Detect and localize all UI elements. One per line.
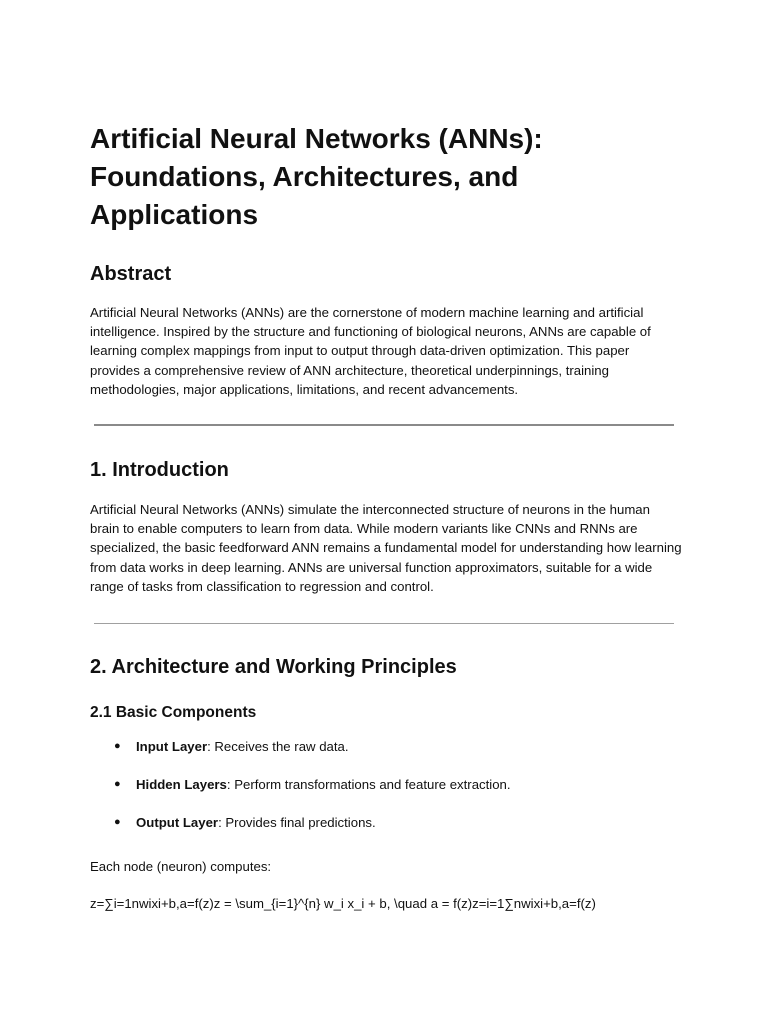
introduction-text: Artificial Neural Networks (ANNs) simulate the interconnected structure of neurons in the human brain to enable computers to learn from data. While modern variants like CNNs and RNNs are specialized, the basic feedforward ANN remains a fundamental model for understanding how learning from data works in deep learning. ANNs are universal function approximators, suitable for a wide range of tasks from classification to regression and control. [90,502,682,594]
component-description: : Provides final predictions. [218,815,376,831]
introduction-heading: 1. Introduction [90,459,229,482]
bullet-icon: ● [114,778,121,791]
components-list [90,737,678,832]
node-computation-text: Each node (neuron) computes: [90,859,272,875]
component-description: : Receives the raw data. [207,739,349,755]
basic-components-heading: 2.1 Basic Components [90,704,257,722]
list-item [90,737,678,756]
component-description: : Perform transformations and feature extraction. [226,777,511,793]
section-divider [94,424,674,426]
document-title: Artificial Neural Networks (ANNs): Foundations, Architectures, and Applications [90,123,543,230]
bullet-icon: ● [114,740,121,753]
architecture-heading: 2. Architecture and Working Principles [90,656,457,679]
abstract-text: Artificial Neural Networks (ANNs) are the cornerstone of modern machine learning and artificial intelligence. Inspired by the structure and functioning of biological neurons, ANNs are capable of learning complex mappings from input to output through data-driven optimization. This paper provides a comprehensive review of ANN architecture, theoretical underpinnings, training methodologies, major applications, limitations, and recent advancements. [90,305,651,397]
neuron-formula: z=∑i=1nwixi+b,a=f(z)z = \sum_{i=1}^{n} w_i x_i + b, \quad a = f(z)z=i=1∑nwixi+b,a=f(z) [90,896,596,912]
section-divider [94,623,674,624]
component-term: Input Layer [136,739,208,755]
list-item [90,775,678,794]
abstract-heading: Abstract [90,263,172,285]
component-term: Hidden Layers [136,777,227,793]
bullet-icon: ● [114,816,121,829]
list-item [90,813,678,832]
component-term: Output Layer [136,815,219,831]
